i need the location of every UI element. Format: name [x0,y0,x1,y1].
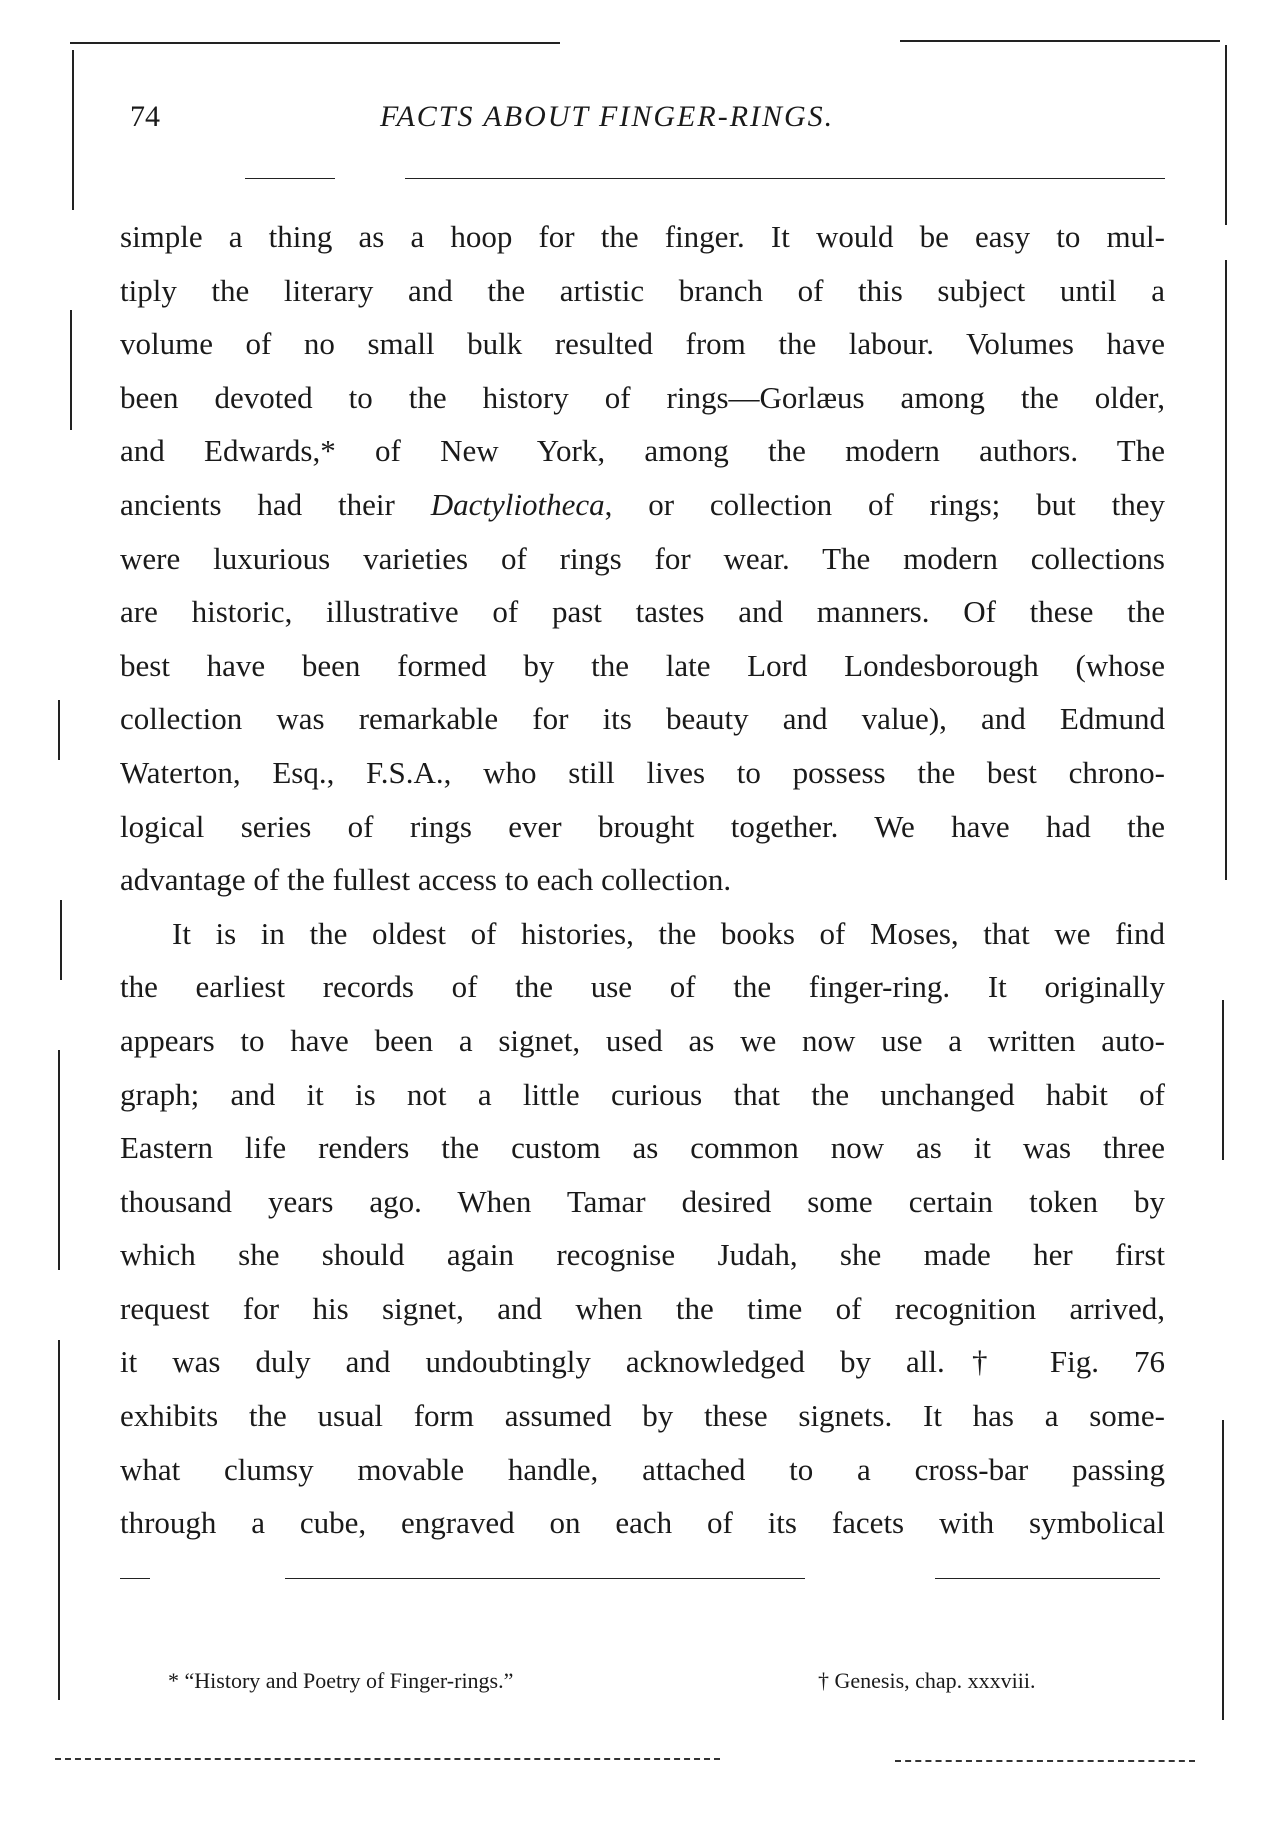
text-line: It is in the oldest of histories, the books of Moses, that we find [172,915,1165,951]
text-line: tiply the literary and the artistic branch of this subject until a [120,272,1165,308]
text-line: exhibits the usual form assumed by these signets. It has a some- [120,1398,1165,1434]
right-border-line-2 [1225,260,1227,880]
text-line: were luxurious varieties of rings for wear. The modern collections [120,540,1165,576]
footnote-1: * “History and Poetry of Finger-rings.” [168,1668,514,1693]
text-line: advantage of the fullest access to each collection. [120,862,732,898]
header-rule-long [405,178,1165,179]
text-line: Waterton, Esq., F.S.A., who still lives to possess the best chrono- [120,754,1165,790]
text-line: collection was remarkable for its beauty and value), and Edmund [120,701,1165,737]
text-line: graph; and it is not a little curious that the unchanged habit of [120,1076,1165,1112]
text-line: what clumsy movable handle, attached to a cross-bar passing [120,1451,1165,1487]
body-text [120,210,1165,1550]
left-border-line-1 [72,50,74,210]
top-border-rule-left [70,42,560,44]
text-line: volume of no small bulk resulted from the labour. Volumes have [120,326,1165,362]
header-rule-short [245,178,335,179]
right-border-line-3 [1222,1000,1224,1160]
text-line: logical series of rings ever brought together. We have had the [120,808,1165,844]
text-line: Eastern life renders the custom as common now as it was three [120,1130,1165,1166]
left-border-line-4 [60,900,62,980]
text-line: appears to have been a signet, used as we now use a written auto- [120,1022,1165,1058]
paragraph-2 [120,907,1165,1550]
text-line: which she should again recognise Judah, she made her first [120,1237,1165,1273]
left-border-line-3 [58,700,60,760]
bottom-border-rule-left [55,1758,720,1760]
italic-term: Dactyliotheca [430,486,605,522]
top-border-rule-right [900,40,1220,42]
left-border-line-5 [58,1050,60,1270]
left-border-line-2 [70,310,72,430]
running-head-title: FACTS ABOUT FINGER-RINGS. [380,100,835,133]
text-line: through a cube, engraved on each of its facets with symbolical [120,1505,1165,1541]
right-border-line-1 [1225,45,1227,225]
footnote-rule-right [935,1578,1160,1579]
text-line: and Edwards,* of New York, among the modern authors. The [120,433,1165,469]
footnote-rule-mid [285,1578,805,1579]
text-line: been devoted to the history of rings—Gorlæus among the older, [120,379,1165,415]
right-border-line-4 [1222,1420,1224,1720]
page-number: 74 [130,100,160,133]
text-line: best have been formed by the late Lord Londesborough (whose [120,647,1165,683]
left-border-line-6 [58,1340,60,1700]
text-line: it was duly and undoubtingly acknowledged by all.† Fig. 76 [120,1344,1165,1380]
bottom-border-rule-right [895,1760,1195,1762]
paragraph-1 [120,210,1165,907]
text-line: thousand years ago. When Tamar desired some certain token by [120,1183,1165,1219]
text-line: request for his signet, and when the time of recognition arrived, [120,1290,1165,1326]
text-line: are historic, illustrative of past tastes and manners. Of these the [120,594,1165,630]
text-line: the earliest records of the use of the finger-ring. It originally [120,969,1165,1005]
text-line: simple a thing as a hoop for the finger. It would be easy to mul- [120,219,1165,254]
text-line: ancients had their Dactyliotheca, or collection of rings; but they [120,486,1165,522]
footnote-rule-short [120,1578,150,1579]
footnote-2: † Genesis, chap. xxxviii. [818,1668,1036,1693]
